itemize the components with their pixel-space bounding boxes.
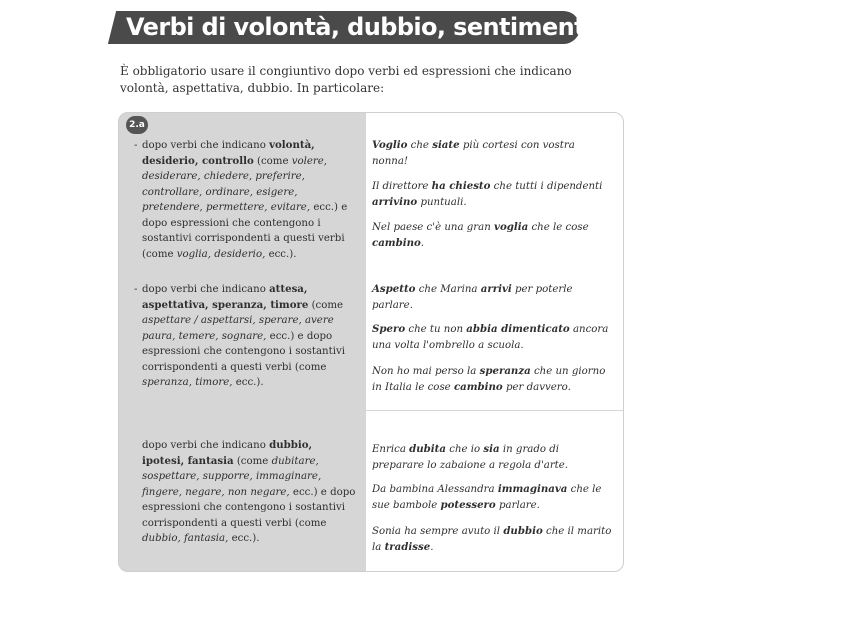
ex-text: Nel paese c'è una gran xyxy=(372,222,495,233)
rule-connector: ecc.) e dopo espressioni che contengono i sostantivi corrispondenti a questi verbi (come xyxy=(142,330,345,373)
ex-text: che le cose xyxy=(528,222,589,233)
rule-nouns: voglia, desiderio, xyxy=(176,248,266,260)
ex-bold: sia xyxy=(483,443,500,455)
example-sentence xyxy=(372,282,612,313)
rule-text xyxy=(142,438,356,547)
rule-end: ecc.). xyxy=(232,377,264,388)
ex-bold: Voglio xyxy=(372,139,408,151)
ex-text: che xyxy=(407,140,433,151)
rule-connector: ecc.) e dopo espressioni che contengono i sostantivi corrispondenti a questi verbi (come xyxy=(142,486,356,529)
example-sentence xyxy=(372,524,612,555)
ex-bold: abbia dimenticato xyxy=(466,323,570,335)
ex-text: che le sue bambole xyxy=(372,484,602,511)
ex-text: parlare. xyxy=(495,499,540,511)
ex-text: che un giorno in Italia le cose xyxy=(372,366,606,393)
intro-paragraph: È obbligatorio usare il congiuntivo dopo verbi ed espressioni che indicano volontà, aspettativa, dubbio. In particolare: xyxy=(120,64,572,95)
example-sentence xyxy=(372,442,612,473)
ex-bold: potessero xyxy=(440,498,496,511)
ex-text: che Marina xyxy=(415,284,481,295)
example-sentence xyxy=(372,220,612,251)
rule-dash: - xyxy=(134,284,138,295)
ex-bold: arrivino xyxy=(372,195,418,208)
rule-text xyxy=(134,138,358,262)
rule-keywords: dubbio, ipotesi, fantasia xyxy=(142,439,313,467)
section-badge: 2.a xyxy=(126,116,148,134)
rule-verbs: aspettare / aspettarsi, sperare, avere paura, temere, sognare, xyxy=(142,315,334,342)
ex-text: Enrica xyxy=(372,444,410,455)
rule-dash: - xyxy=(134,140,138,151)
ex-text: Sonia ha sempre avuto il xyxy=(372,526,504,537)
ex-text: puntuali. xyxy=(417,196,467,208)
example-sentence xyxy=(372,322,612,353)
ex-bold: cambino xyxy=(372,236,421,249)
page-title: Verbi di volontà, dubbio, sentimento xyxy=(126,13,601,41)
rules-panel xyxy=(118,112,624,572)
ex-text: Il direttore xyxy=(372,181,432,192)
ex-bold: Spero xyxy=(372,323,406,335)
rule-verbs: volere, desiderare, chiedere, preferire, controllare, ordinare, esigere, pretendere, permettere, evitare, xyxy=(142,155,328,213)
ex-bold: siate xyxy=(432,139,460,151)
example-sentence xyxy=(372,179,612,210)
title-banner xyxy=(118,11,601,44)
ex-text: per poterle parlare. xyxy=(372,284,573,311)
ex-text: . xyxy=(430,541,434,553)
rule-end: ecc.). xyxy=(228,533,260,544)
ex-text: ancora una volta l'ombrello a scuola. xyxy=(372,324,609,351)
rule-connector: (come xyxy=(253,155,292,167)
rule-intro: dopo verbi che indicano xyxy=(142,284,270,295)
example-sentence xyxy=(372,138,612,169)
rule-nouns: speranza, timore, xyxy=(142,377,233,388)
ex-text: . xyxy=(420,237,425,249)
example-sentence xyxy=(372,364,612,395)
ex-text: Non ho mai perso la xyxy=(372,366,480,377)
rule-nouns: dubbio, fantasia, xyxy=(142,533,229,544)
ex-bold: Aspetto xyxy=(372,283,416,295)
rule-end: ecc.). xyxy=(265,248,297,260)
ex-bold: voglia xyxy=(494,221,529,233)
ex-text: che il marito la xyxy=(372,526,612,553)
rule-keywords: volontà, desiderio, controllo xyxy=(142,139,315,167)
rule-intro: dopo verbi che indicano xyxy=(142,140,270,151)
rule-keywords: attesa, aspettativa, speranza, timore xyxy=(142,283,309,311)
rule-connector: (come xyxy=(233,455,272,467)
ex-text: più cortesi con vostra nonna! xyxy=(372,140,575,167)
ex-bold: tradisse xyxy=(384,540,431,553)
rule-connector: ecc.) e dopo espressioni che contengono i sostantivi corrispondenti a questi verbi (come xyxy=(142,202,348,260)
rule-text xyxy=(134,282,358,391)
ex-bold: dubbio xyxy=(503,525,543,537)
ex-bold: dubita xyxy=(409,443,446,455)
rule-connector: (come xyxy=(308,299,344,311)
ex-bold: ha chiesto xyxy=(431,180,491,192)
ex-text: che tutti i dipendenti xyxy=(490,181,603,192)
ex-text: per davvero. xyxy=(502,381,571,393)
ex-text: Da bambina Alessandra xyxy=(372,484,498,495)
example-sentence xyxy=(372,482,612,513)
rule-intro: dopo verbi che indicano xyxy=(142,440,270,451)
ex-text: che io xyxy=(446,444,484,455)
rule-verbs: dubitare, sospettare, supporre, immaginare, fingere, negare, non negare, xyxy=(142,455,322,498)
ex-bold: arrivi xyxy=(480,283,512,295)
ex-bold: cambino xyxy=(453,380,503,393)
ex-text: in grado di preparare lo zabaione a regola d'arte. xyxy=(372,444,569,471)
ex-bold: immaginava xyxy=(497,483,568,495)
ex-bold: speranza xyxy=(479,365,531,377)
ex-text: che tu non xyxy=(405,324,467,335)
